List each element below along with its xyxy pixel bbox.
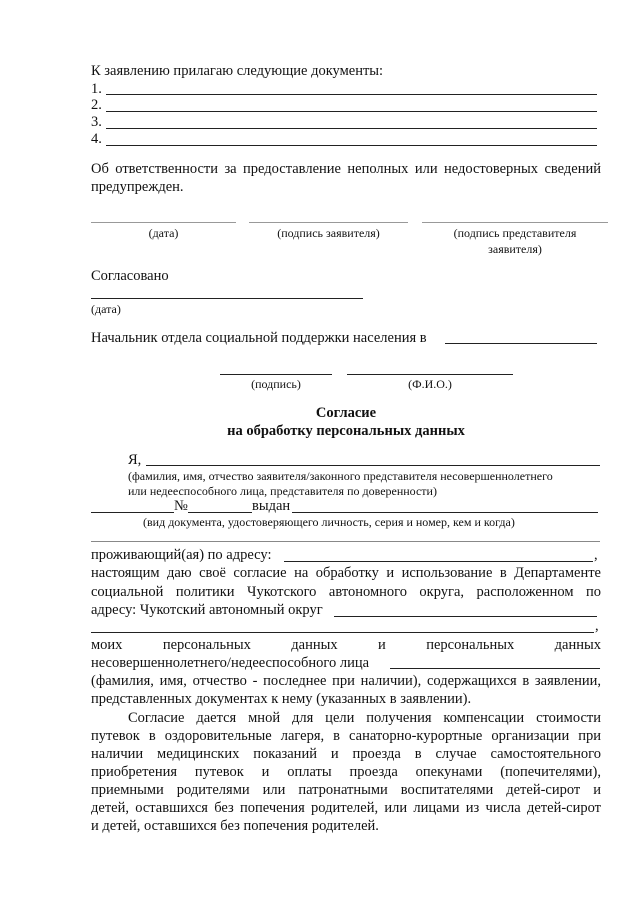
- attachments-heading: К заявлению прилагаю следующие документы:: [91, 63, 384, 79]
- p2-line-2: несовершеннолетнего/недееспособного лица: [91, 655, 370, 671]
- approval-label: Согласовано: [91, 268, 169, 284]
- doc-extra-line: [91, 541, 600, 542]
- representative-sign-line: [422, 222, 608, 223]
- address-extra-line: [91, 632, 594, 633]
- doc-caption: (вид документа, удостоверяющего личность, серия и номер, кем и когда): [143, 515, 515, 529]
- attachment-item-3: 3.: [91, 114, 102, 130]
- p3-line-5: приемными родителями или патронатными воспитателями детей-сирот и: [91, 782, 601, 798]
- attachment-line-2: [106, 111, 597, 112]
- p2-line-4: представленных документах к нему (указанных в заявлении).: [91, 691, 472, 707]
- doc-number-sign: №: [174, 498, 188, 514]
- representative-sign-caption-2: заявителя): [488, 242, 542, 256]
- approval-date-line: [91, 298, 363, 299]
- p3-line-4: приобретения путевок и оплаты проезда опекунами (попечителями),: [91, 764, 601, 780]
- p3-line-1: Согласие дается мной для цели получения компенсации стоимости: [128, 710, 601, 726]
- doc-issued-label: выдан: [252, 498, 291, 514]
- minor-name-line: [390, 668, 600, 669]
- p1-line-2: социальной политики Чукотского автономного округа, расположенном по: [91, 584, 601, 600]
- doc-type-line: [91, 512, 174, 513]
- applicant-sign-line: [249, 222, 408, 223]
- chief-department-line: [445, 343, 597, 344]
- date-caption: (дата): [148, 226, 179, 240]
- p3-line-7: и детей, оставшихся без попечения родителей.: [91, 818, 379, 834]
- attachment-line-1: [106, 94, 597, 95]
- attachment-item-2: 2.: [91, 97, 102, 113]
- chief-fio-line: [347, 374, 513, 375]
- consent-name-caption-1: (фамилия, имя, отчество заявителя/законного представителя несовершеннолетнего: [128, 469, 553, 483]
- chief-fio-caption: (Ф.И.О.): [408, 377, 452, 391]
- attachment-line-4: [106, 145, 597, 146]
- date-line: [91, 222, 236, 223]
- p3-line-6: детей, оставшихся без попечения родителей, или лицами из числа детей-сирот: [91, 800, 601, 816]
- representative-sign-caption-1: (подпись представителя: [453, 226, 577, 240]
- consent-subtitle: на обработку персональных данных: [227, 423, 465, 439]
- approval-date-caption: (дата): [91, 302, 121, 316]
- p2-line-1: моих персональных данных и персональных данных: [91, 637, 601, 653]
- residing-comma: ,: [594, 547, 598, 563]
- p3-line-3: наличии медицинских показаний и проезда в случае самостоятельного: [91, 746, 601, 762]
- region-address-line: [334, 616, 597, 617]
- p2-line-3: (фамилия, имя, отчество - последнее при наличии), содержащихся в заявлении,: [91, 673, 601, 689]
- residing-label: проживающий(ая) по адресу:: [91, 547, 272, 563]
- attachment-line-3: [106, 128, 597, 129]
- attachment-item-4: 4.: [91, 131, 102, 147]
- responsibility-line-2: предупрежден.: [91, 179, 184, 195]
- consent-name-line: [146, 465, 600, 466]
- residing-line: [284, 561, 593, 562]
- p1-line-3: адресу: Чукотский автономный округ: [91, 602, 323, 618]
- consent-i-label: Я,: [128, 452, 142, 468]
- chief-sign-caption: (подпись): [251, 377, 301, 391]
- doc-issued-line: [292, 512, 598, 513]
- chief-sign-line: [220, 374, 332, 375]
- responsibility-line-1: Об ответственности за предоставление неполных или недостоверных сведений: [91, 161, 601, 177]
- attachment-item-1: 1.: [91, 81, 102, 97]
- chief-label: Начальник отдела социальной поддержки населения в: [91, 330, 427, 346]
- p3-line-2: путевок в оздоровительные лагеря, в санаторно-курортные организации при: [91, 728, 601, 744]
- applicant-sign-caption: (подпись заявителя): [277, 226, 380, 240]
- doc-number-line: [188, 512, 252, 513]
- p1-line-1: настоящим даю своё согласие на обработку и использование в Департаменте: [91, 565, 601, 581]
- consent-name-caption-2: или недееспособного лица, представителя по доверенности): [128, 484, 437, 498]
- consent-title: Согласие: [315, 405, 377, 421]
- address-comma: ,: [595, 618, 599, 634]
